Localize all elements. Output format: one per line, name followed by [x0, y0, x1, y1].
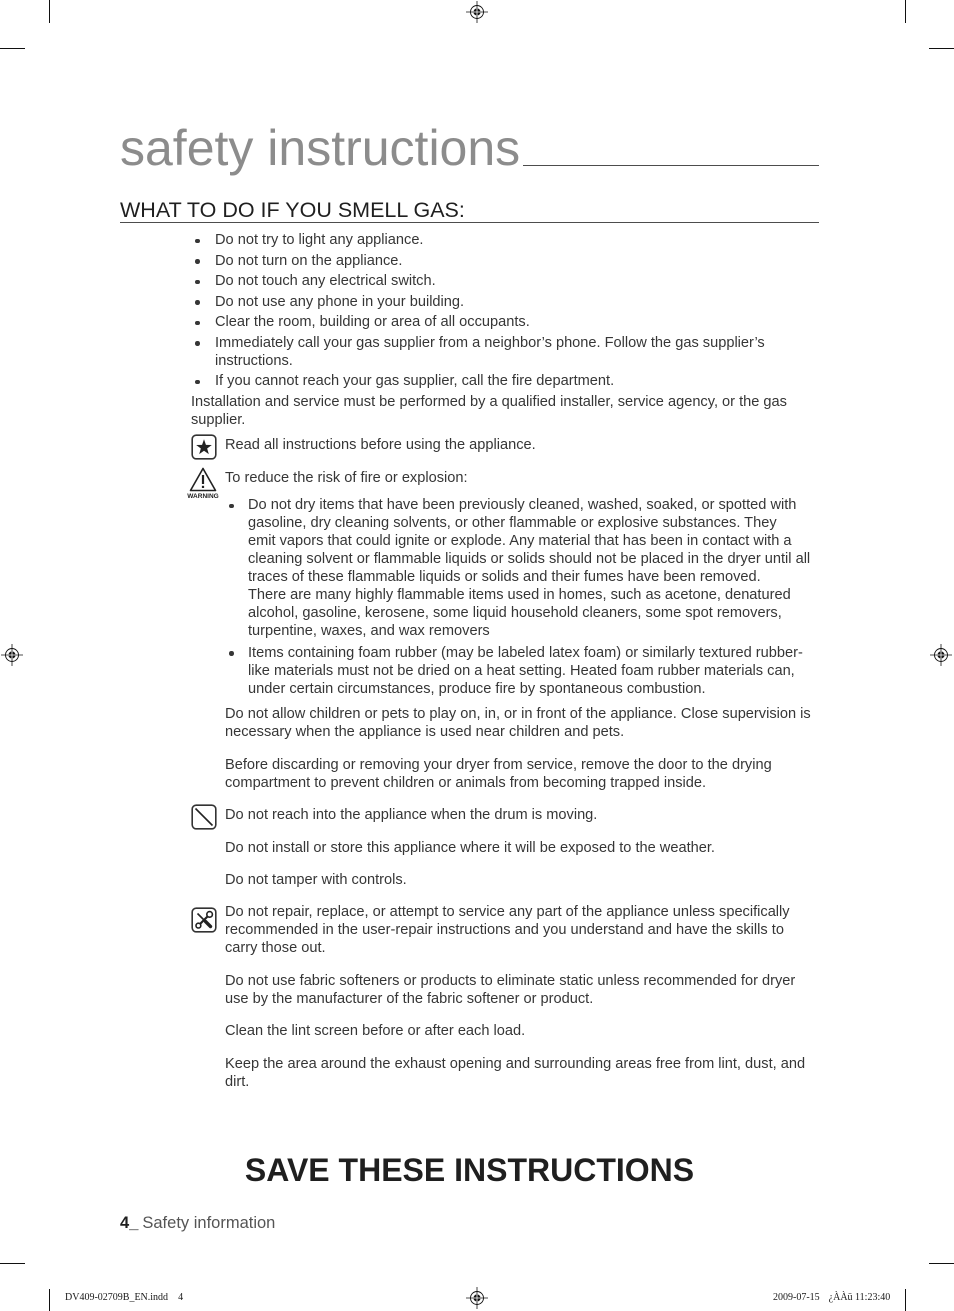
crop-mark: [929, 48, 954, 49]
bullet-icon: [195, 239, 200, 244]
print-slug-left: [65, 1292, 183, 1304]
text-line: use by the manufacturer of the fabric softener or product.: [225, 991, 594, 1007]
bullet-icon: [229, 651, 234, 656]
list-item: [191, 293, 765, 311]
crop-mark: [49, 1289, 50, 1311]
text-line: dirt.: [225, 1074, 250, 1090]
text-line: gasoline, dry cleaning solvents, or other flammable or explosive substances. They: [248, 515, 777, 531]
bullet-icon: [195, 280, 200, 285]
text-line: There are many highly flammable items used in homes, such as acetone, denatured: [248, 587, 791, 603]
bullet-icon: [195, 321, 200, 326]
list-item-text: [215, 372, 765, 390]
text-line: like materials must not be dried on a heat setting. Heated foam rubber materials can,: [248, 662, 795, 679]
print-slug-right: [773, 1292, 890, 1304]
section-name: Safety information: [142, 1214, 276, 1232]
text-line: Do not try to light any appliance.: [215, 232, 424, 248]
gas-steps-list: [191, 231, 765, 393]
registration-mark-icon: [929, 643, 953, 667]
page-number: 4: [120, 1214, 130, 1232]
text-line: cleaning solvent or flammable liquids or solids should not be placed in the dryer until all: [248, 551, 811, 567]
save-instructions-heading: SAVE THESE INSTRUCTIONS: [244, 1152, 695, 1188]
list-item-text: [215, 231, 765, 249]
bullet-icon: [195, 300, 200, 305]
text-line: Do not allow children or pets to play on, in, or in front of the appliance. Close supervision is: [225, 706, 811, 722]
read-instructions-note: Read all instructions before using the appliance.: [225, 437, 536, 453]
weather-exposure-note: Do not install or store this appliance where it will be exposed to the weather.: [225, 840, 715, 856]
print-slug-time: ¿ÀÀü 11:23:40: [828, 1292, 891, 1303]
list-item-text: [248, 644, 810, 698]
list-item: [224, 644, 810, 698]
text-line: supplier.: [191, 412, 246, 428]
text-line: Immediately call your gas supplier from a neighbor’s phone. Follow the gas supplier’s: [215, 334, 765, 351]
crop-mark: [49, 0, 50, 23]
bullet-icon: [195, 259, 200, 264]
drum-moving-note: Do not reach into the appliance when the drum is moving.: [225, 807, 598, 823]
registration-mark-icon: [465, 0, 489, 24]
warning-intro: To reduce the risk of fire or explosion:: [225, 470, 468, 486]
text-line: Installation and service must be performed by a qualified installer, service agency, or the gas: [191, 394, 787, 410]
list-item-text: [215, 313, 765, 331]
list-item: [191, 313, 765, 331]
list-item: [191, 231, 765, 249]
bullet-icon: [195, 380, 200, 385]
list-item: [224, 496, 810, 640]
list-item-text: [215, 334, 765, 370]
text-line: Do not repair, replace, or attempt to service any part of the appliance unless specifically: [225, 904, 790, 920]
fabric-softener-note: [225, 972, 795, 1008]
exhaust-area-note: [225, 1055, 805, 1091]
list-item: [191, 372, 765, 390]
repair-note: [225, 903, 790, 957]
text-line: recommended in the user-repair instructions and you understand and have the skills to: [225, 922, 784, 938]
list-item-text: [215, 272, 765, 290]
text-line: Do not turn on the appliance.: [215, 252, 403, 269]
page-footer: [120, 1213, 275, 1233]
print-slug-date: 2009-07-15: [773, 1292, 820, 1303]
bullet-icon: [195, 341, 200, 346]
text-line: carry those out.: [225, 940, 326, 956]
text-line: compartment to prevent children or animals from becoming trapped inside.: [225, 775, 707, 791]
text-line: traces of these flammable liquids or solids and their fumes have been removed.: [248, 569, 761, 585]
crop-mark: [905, 0, 906, 23]
prohibition-icon: [191, 804, 217, 830]
list-item: [191, 334, 765, 370]
print-slug-file: DV409-02709B_EN.indd: [65, 1292, 169, 1303]
registration-mark-icon: [0, 643, 24, 667]
text-line: If you cannot reach your gas supplier, call the fire department.: [215, 373, 615, 389]
list-item-text: [248, 496, 810, 640]
crop-mark: [905, 1289, 906, 1311]
text-line: alcohol, gasoline, kerosene, some liquid household cleaners, some spot removers,: [248, 605, 782, 621]
text-line: necessary when the appliance is used near children and pets.: [225, 724, 625, 740]
text-line: Do not dry items that have been previously cleaned, washed, soaked, or spotted with: [248, 497, 797, 513]
text-line: Keep the area around the exhaust opening and surrounding areas free from lint, dust, and: [225, 1056, 806, 1072]
star-icon: [191, 434, 217, 460]
text-line: emit vapors that could ignite or explode. Any material that has been in contact with a: [248, 533, 792, 549]
text-line: instructions.: [215, 352, 293, 369]
crop-mark: [929, 1263, 954, 1264]
list-item-text: [215, 293, 765, 311]
warning-list: [224, 496, 810, 701]
warning-triangle-icon: [189, 467, 217, 492]
installation-note: [191, 393, 787, 429]
crop-mark: [0, 1263, 25, 1264]
crop-mark: [0, 48, 25, 49]
list-item: [191, 272, 765, 290]
section-heading: WHAT TO DO IF YOU SMELL GAS:: [120, 198, 465, 222]
tamper-controls-note: Do not tamper with controls.: [225, 872, 407, 888]
text-line: Do not touch any electrical switch.: [215, 273, 436, 289]
list-item-text: [215, 252, 765, 270]
warning-icon-label: WARNING: [187, 493, 219, 500]
page-title: safety instructions: [120, 120, 523, 176]
text-line: turpentine, waxes, and wax removers: [248, 623, 490, 639]
discard-dryer-note: [225, 756, 772, 792]
registration-mark-icon: [465, 1286, 489, 1310]
text-line: Do not use any phone in your building.: [215, 293, 465, 310]
page-number-separator: _: [129, 1214, 139, 1232]
children-supervision-note: [225, 705, 811, 741]
wrench-screwdriver-icon: [191, 907, 217, 933]
text-line: under certain circumstances, produce fire by spontaneous combustion.: [248, 680, 706, 697]
text-line: Do not use fabric softeners or products to eliminate static unless recommended for dryer: [225, 973, 796, 989]
text-line: Clear the room, building or area of all occupants.: [215, 314, 530, 330]
text-line: Before discarding or removing your dryer from service, remove the door to the drying: [225, 757, 772, 773]
bullet-icon: [229, 504, 234, 509]
print-slug-page: 4: [178, 1292, 184, 1303]
list-item: [191, 252, 765, 270]
text-line: Items containing foam rubber (may be labeled latex foam) or similarly textured rubber-: [248, 644, 803, 661]
section-heading-rule: [120, 222, 819, 223]
lint-screen-note: Clean the lint screen before or after each load.: [225, 1023, 526, 1039]
